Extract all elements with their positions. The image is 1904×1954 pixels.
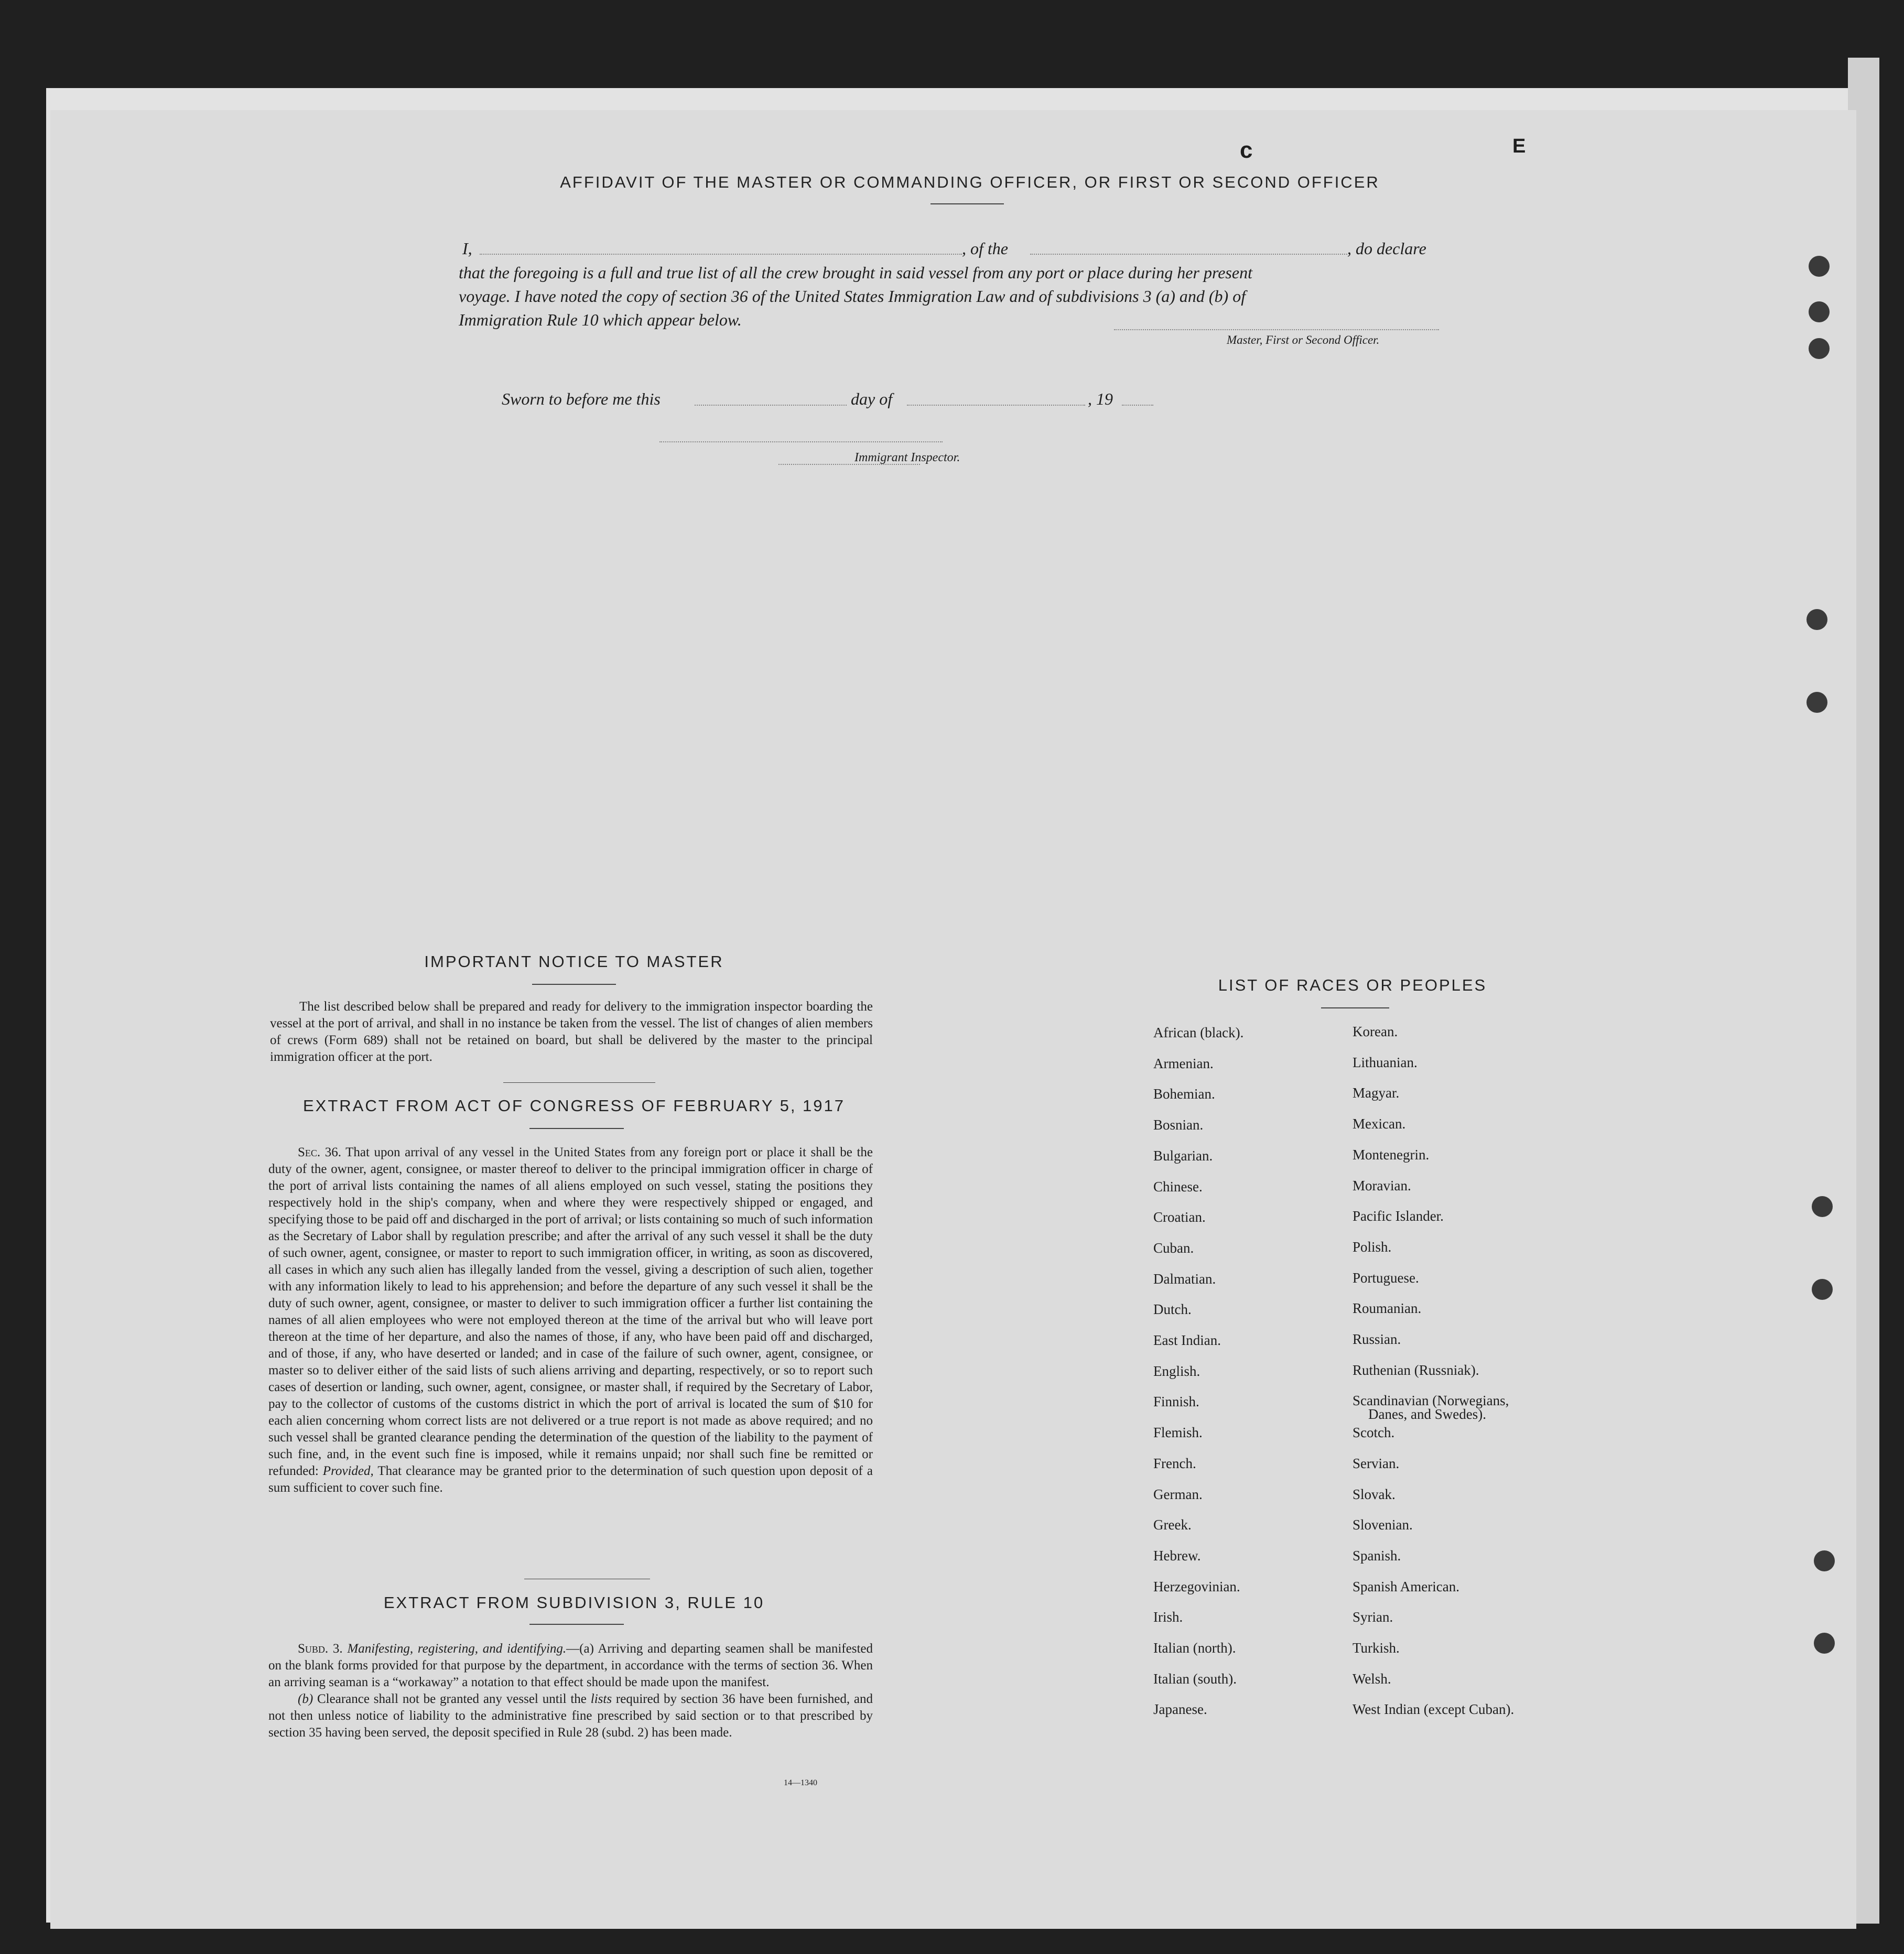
- binder-hole: [1812, 1196, 1833, 1217]
- provided-word: Provided,: [322, 1464, 374, 1478]
- month-blank-line: [907, 405, 1085, 406]
- race-item: Finnish.: [1153, 1394, 1199, 1409]
- race-item: Lithuanian.: [1353, 1055, 1418, 1070]
- race-item: English.: [1153, 1363, 1200, 1379]
- race-item: Italian (north).: [1153, 1640, 1236, 1656]
- affidavit-line-3: voyage. I have noted the copy of section 36 of the United States Immigration Law and of subdivisions 3 (a) and (b) of: [459, 287, 1246, 306]
- notice-separator: [503, 1082, 655, 1083]
- race-item: East Indian.: [1153, 1332, 1221, 1348]
- race-item: Japanese.: [1153, 1701, 1207, 1717]
- extract-rule-underline: [529, 1624, 624, 1625]
- race-item-continuation: Danes, and Swedes).: [1368, 1406, 1486, 1422]
- section-label: Sec. 36.: [298, 1145, 341, 1159]
- extract-rule-title: EXTRACT FROM SUBDIVISION 3, RULE 10: [383, 1593, 765, 1612]
- section-36-text-end: That clearance may be granted prior to the determination of such question upon deposit of a sum sufficient to cover such fine.: [268, 1464, 873, 1495]
- race-item: Scotch.: [1353, 1425, 1395, 1440]
- race-item: Syrian.: [1353, 1609, 1393, 1625]
- race-item: French.: [1153, 1456, 1196, 1471]
- day-blank-line: [695, 405, 847, 406]
- para-b-label: (b): [298, 1692, 313, 1706]
- notice-text: The list described below shall be prepared and ready for delivery to the immigration inspector boarding the vessel at the port of arrival, and shall in no instance be taken from the vessel. The list of changes of alien members of crews (Form 689) shall not be retained on board, but shall be delivered by the master to the principal immigration officer at the port.: [270, 1000, 873, 1064]
- race-item: Polish.: [1353, 1239, 1392, 1255]
- race-item: Pacific Islander.: [1353, 1208, 1444, 1224]
- affidavit-title: AFFIDAVIT OF THE MASTER OR COMMANDING OFFICER, OR FIRST OR SECOND OFFICER: [560, 173, 1380, 191]
- race-item: Korean.: [1353, 1024, 1398, 1039]
- race-item: Flemish.: [1153, 1425, 1203, 1440]
- race-item: African (black).: [1153, 1025, 1244, 1040]
- race-item: Hebrew.: [1153, 1548, 1201, 1564]
- sworn-text: Sworn to before me this: [502, 389, 661, 408]
- race-item: Herzegovinian.: [1153, 1579, 1240, 1594]
- year-blank-line: [1122, 405, 1153, 406]
- race-item: Dutch.: [1153, 1301, 1192, 1317]
- signature-line: [1114, 329, 1439, 330]
- race-item: Turkish.: [1353, 1640, 1400, 1656]
- stamp-mark: E: [1512, 135, 1526, 157]
- notice-title: IMPORTANT NOTICE TO MASTER: [424, 952, 724, 971]
- affidavit-line-2: that the foregoing is a full and true list of all the crew brought in said vessel from any port or place during her present: [459, 263, 1252, 282]
- race-item: Russian.: [1353, 1331, 1401, 1347]
- binder-hole: [1806, 609, 1827, 630]
- race-item: Cuban.: [1153, 1240, 1194, 1256]
- race-item: Chinese.: [1153, 1179, 1203, 1195]
- inspector-label: Immigrant Inspector.: [854, 451, 960, 464]
- race-item: Scandinavian (Norwegians,: [1353, 1393, 1509, 1408]
- race-item: Moravian.: [1353, 1178, 1411, 1193]
- race-item: Slovak.: [1353, 1486, 1395, 1502]
- binder-hole: [1809, 301, 1830, 322]
- race-item: Magyar.: [1353, 1085, 1400, 1101]
- races-underline: [1321, 1007, 1389, 1008]
- binder-hole: [1806, 692, 1827, 713]
- notice-paragraph: [270, 998, 873, 1066]
- race-item: Montenegrin.: [1353, 1147, 1430, 1163]
- para-a-label: —(a): [566, 1642, 594, 1656]
- race-item: Bosnian.: [1153, 1117, 1204, 1133]
- name-blank-line: [480, 254, 962, 255]
- vessel-blank-line: [1030, 254, 1347, 255]
- para-a-text: Arriving and departing seamen shall be manifested on the blank forms provided for that purpose by the department, in accordance with the terms of section 36. When an arriving seaman is a “workaway” a notation to that effect should be made upon the manifest.: [268, 1642, 873, 1689]
- section-36-text: That upon arrival of any vessel in the United States from any foreign port or place it shall be the duty of the owner, agent, consignee, or master thereof to deliver to the principal immigration officer in charge of the port of arrival lists containing the names of all aliens employed on such vessel, stating the positions they respectively hold in the ship's company, when and where they were respectively shipped or engaged, and specifying those to be paid off and discharged in the port of arrival; or lists containing so much of such information as the Secretary of Labor shall by regulation prescribe; and after the arrival of any such vessel it shall be the duty of such owner, agent, consignee, or master to report to such immigration officer, in writing, as soon as discovered, all cases in which any such alien has illegally landed from the vessel, giving a description of such alien, together with any information likely to lead to his apprehension; and before the departure of any such vessel it shall be the duty of such owner, agent, consignee, or master to deliver to such immigration officer a further list containing the names of all alien employees who were not employed thereon at the time of the arrival but who will leave port thereon at the time of her departure, and also the names of those, if any, who have been paid off and discharged, and of those, if any, who have deserted or landed; and in case of the failure of such owner, agent, consignee, or master so to deliver either of the said lists of such aliens arriving and departing, respectively, or so to report such cases of desertion or landing, such owner, agent, consignee, or master shall, if required by the Secretary of Labor, pay to the collector of customs of the customs district in which the port of arrival is located the sum of $10 for each alien concerning whom correct lists are not delivered or a true report is not made as above required; and no such vessel shall be granted clearance pending the determination of the question of the liability to the payment of such fine, and, in the event such fine is imposed, while it remains unpaid; nor shall such fine be remitted or refunded:: [268, 1145, 873, 1478]
- race-item: Servian.: [1353, 1456, 1400, 1471]
- inspector-line-1: [659, 441, 943, 442]
- binder-hole: [1809, 256, 1830, 277]
- race-item: Portuguese.: [1353, 1270, 1419, 1286]
- extract-act-underline: [529, 1128, 624, 1129]
- race-item: Mexican.: [1353, 1116, 1406, 1132]
- affidavit-i: I,: [462, 239, 472, 258]
- race-item: Ruthenian (Russniak).: [1353, 1362, 1479, 1378]
- race-item: Slovenian.: [1353, 1517, 1413, 1533]
- race-item: Bohemian.: [1153, 1086, 1215, 1102]
- form-number: 14—1340: [784, 1778, 817, 1787]
- race-item: Spanish American.: [1353, 1579, 1459, 1594]
- subdivision-3-paragraph: [268, 1641, 873, 1741]
- race-item: Dalmatian.: [1153, 1271, 1216, 1287]
- para-b-text-1: Clearance shall not be granted any vessel until the: [317, 1692, 587, 1706]
- races-title: LIST OF RACES OR PEOPLES: [1218, 976, 1487, 994]
- para-b-lists: lists: [590, 1692, 612, 1706]
- race-item: German.: [1153, 1486, 1203, 1502]
- binder-hole: [1814, 1633, 1835, 1654]
- race-item: Spanish.: [1353, 1548, 1401, 1564]
- race-item: Croatian.: [1153, 1209, 1206, 1225]
- race-item: Greek.: [1153, 1517, 1192, 1533]
- section-36-paragraph: [268, 1144, 873, 1496]
- year-text: , 19: [1088, 389, 1113, 408]
- affidavit-line-4: Immigration Rule 10 which appear below.: [459, 310, 742, 329]
- subdivision-heading: Manifesting, registering, and identifying.: [347, 1642, 567, 1656]
- binder-hole: [1809, 338, 1830, 359]
- subdivision-label: Subd. 3.: [298, 1642, 343, 1656]
- affidavit-of-the: , of the: [962, 239, 1008, 258]
- race-item: West Indian (except Cuban).: [1353, 1701, 1514, 1717]
- binder-hole: [1812, 1279, 1833, 1300]
- race-item: Armenian.: [1153, 1056, 1214, 1071]
- race-item: Bulgarian.: [1153, 1148, 1213, 1164]
- notice-underline: [532, 984, 616, 985]
- extract-act-title: EXTRACT FROM ACT OF CONGRESS OF FEBRUARY 5, 1917: [302, 1097, 846, 1115]
- race-item: Italian (south).: [1153, 1671, 1237, 1687]
- race-item: Welsh.: [1353, 1671, 1391, 1687]
- binder-hole: [1814, 1550, 1835, 1571]
- signature-label: Master, First or Second Officer.: [1227, 333, 1380, 346]
- para-b-text-2: required by section 36 have been furnished, and not then unless notice of liability to the administrative fine prescribed by said section or to that prescribed by section 35 having been served, the deposit specified in Rule 28 (subd. 2) has been made.: [268, 1692, 873, 1740]
- title-underline: [931, 203, 1004, 204]
- day-of-text: day of: [851, 389, 893, 408]
- race-item: Irish.: [1153, 1609, 1183, 1625]
- race-item: Roumanian.: [1353, 1300, 1422, 1316]
- stamp-mark: c: [1240, 137, 1253, 163]
- affidavit-declare: , do declare: [1347, 239, 1426, 258]
